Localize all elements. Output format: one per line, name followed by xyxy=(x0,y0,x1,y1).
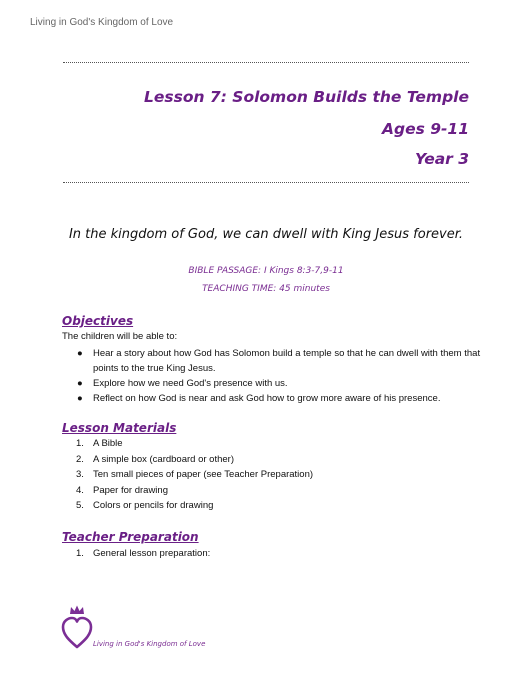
teacher-prep-heading: Teacher Preparation xyxy=(62,530,199,544)
list-item-text: Hear a story about how God has Solomon build a temple so that he can dwell with them that points to the true King Jesus. xyxy=(93,348,481,374)
age-range: Ages 9-11 xyxy=(381,120,469,138)
teacher-prep-list xyxy=(62,546,482,562)
bullet-icon: ● xyxy=(77,393,83,404)
list-item-text: Ten small pieces of paper (see Teacher Preparation) xyxy=(93,469,314,480)
list-item: 5. Colors or pencils for drawing xyxy=(76,500,214,511)
year-label: Year 3 xyxy=(414,150,469,168)
list-item-text: Reflect on how God is near and ask God how to grow more aware of his presence. xyxy=(93,393,441,404)
list-item-text: General lesson preparation: xyxy=(93,548,211,559)
list-item xyxy=(62,391,482,406)
running-header: Living in God's Kingdom of Love xyxy=(30,17,174,28)
list-item-text: A simple box (cardboard or other) xyxy=(93,453,234,465)
list-item: 4. Paper for drawing xyxy=(76,484,168,496)
list-item: 1. General lesson preparation: xyxy=(76,548,211,559)
bullet-icon: ● xyxy=(77,378,83,389)
list-item-text: Colors or pencils for drawing xyxy=(93,500,214,511)
list-item: 3. Ten small pieces of paper (see Teacher Preparation) xyxy=(76,469,314,480)
objectives-list xyxy=(62,346,482,406)
footer-text: Living in God's Kingdom of Love xyxy=(93,640,206,648)
list-item xyxy=(62,376,482,391)
objectives-heading: Objectives xyxy=(62,314,134,328)
teaching-time: TEACHING TIME: 45 minutes xyxy=(202,284,330,294)
list-item xyxy=(62,346,482,376)
bottom-divider xyxy=(63,182,469,183)
lesson-title: Lesson 7: Solomon Builds the Temple xyxy=(143,88,469,106)
list-item-text: A Bible xyxy=(93,438,123,449)
materials-list xyxy=(62,436,482,514)
theme-statement: In the kingdom of God, we can dwell with King Jesus forever. xyxy=(68,227,464,242)
list-item: 2. A simple box (cardboard or other) xyxy=(76,453,234,465)
list-item-text: Paper for drawing xyxy=(93,484,168,496)
bible-passage: BIBLE PASSAGE: I Kings 8:3-7,9-11 xyxy=(188,266,344,276)
list-item: 1. A Bible xyxy=(76,438,123,449)
list-item-text: Explore how we need God's presence with us. xyxy=(93,378,288,389)
top-divider xyxy=(63,62,469,63)
bullet-icon: ● xyxy=(77,348,83,359)
materials-heading: Lesson Materials xyxy=(62,421,177,435)
objectives-intro: The children will be able to: xyxy=(62,331,178,342)
crown-heart-icon xyxy=(60,604,94,650)
